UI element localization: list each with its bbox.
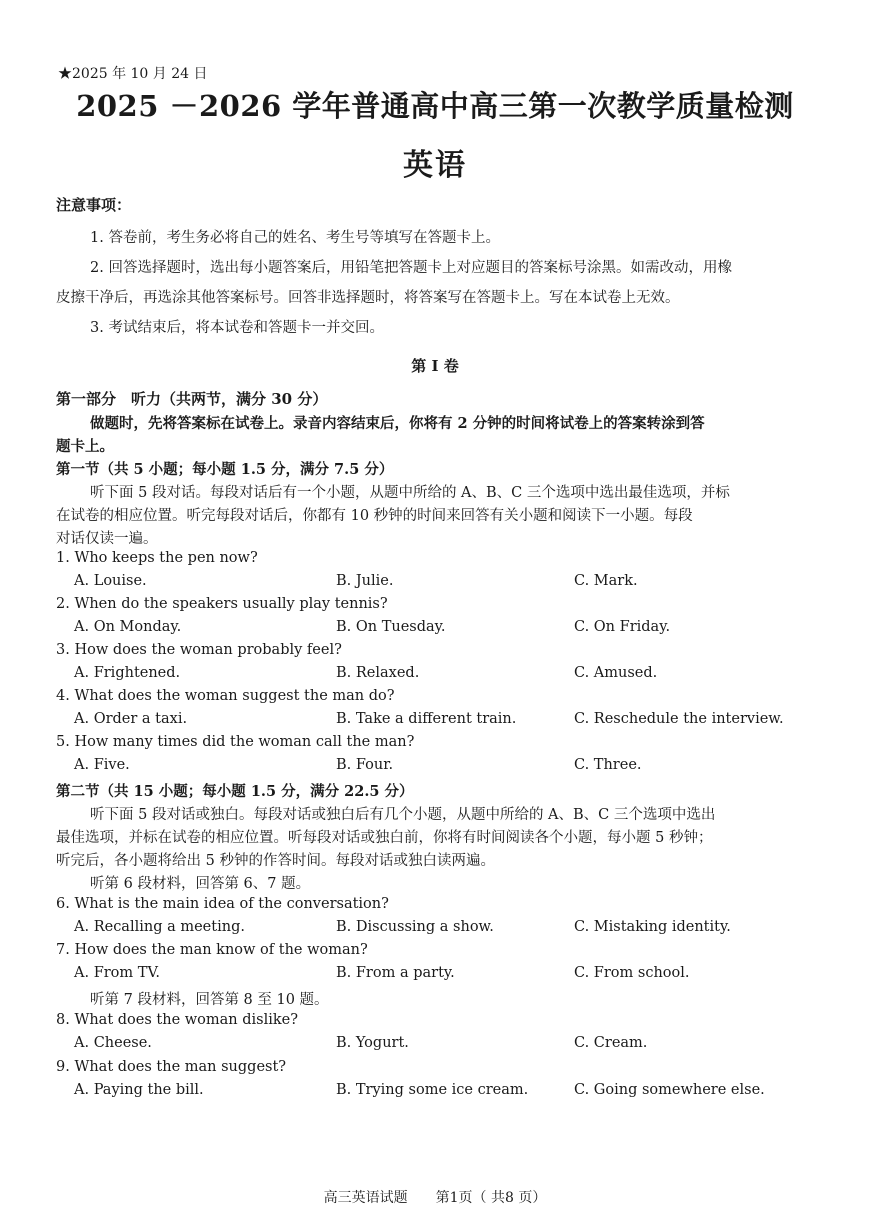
option-c: C. Three. bbox=[574, 757, 642, 773]
option-c: C. Mistaking identity. bbox=[574, 919, 731, 935]
option-b: B. Four. bbox=[336, 757, 394, 773]
note-line: 3. 考试结束后，将本试卷和答题卡一并交回。 bbox=[90, 320, 384, 336]
option-a: A. Louise. bbox=[74, 573, 147, 589]
option-c: C. Amused. bbox=[574, 665, 658, 681]
exam-title: 2025 －2026 学年普通高中高三第一次教学质量检测 bbox=[76, 89, 794, 123]
section1-instruction: 对话仅读一遍。 bbox=[56, 531, 158, 547]
option-a: A. Order a taxi. bbox=[74, 711, 188, 727]
question-stem: 1. Who keeps the pen now? bbox=[56, 550, 258, 566]
question-stem: 6. What is the main idea of the conversation? bbox=[56, 896, 389, 912]
section1-instruction: 听下面 5 段对话。每段对话后有一个小题，从题中所给的 A、B、C 三个选项中选出最佳选项，并标 bbox=[90, 485, 730, 501]
option-a: A. Five. bbox=[74, 757, 130, 773]
section1-heading: 第一节（共 5 小题；每小题 1.5 分，满分 7.5 分） bbox=[56, 461, 394, 478]
section2-instruction: 听完后，各小题将给出 5 秒钟的作答时间。每段对话或独白读两遍。 bbox=[56, 853, 495, 869]
volume-heading: 第 I 卷 bbox=[411, 357, 459, 375]
option-a: A. From TV. bbox=[74, 965, 160, 981]
exam-subject: 英语 bbox=[403, 148, 467, 183]
question-stem: 4. What does the woman suggest the man do? bbox=[56, 688, 395, 704]
option-b: B. Trying some ice cream. bbox=[336, 1082, 529, 1098]
option-b: B. Julie. bbox=[336, 573, 394, 589]
option-b: B. Take a different train. bbox=[336, 711, 517, 727]
option-a: A. Cheese. bbox=[74, 1035, 152, 1051]
material-7-prompt: 听第 7 段材料，回答第 8 至 10 题。 bbox=[90, 992, 329, 1008]
option-a: A. On Monday. bbox=[74, 619, 182, 635]
note-line: 2. 回答选择题时，选出每小题答案后，用铅笔把答题卡上对应题目的答案标号涂黑。如需改动，用橡 bbox=[90, 260, 732, 276]
question-stem: 7. How does the man know of the woman? bbox=[56, 942, 368, 958]
section2-instruction: 最佳选项，并标在试卷的相应位置。听每段对话或独白前，你将有时间阅读各个小题，每小题 5 秒钟； bbox=[56, 830, 713, 846]
section2-instruction: 听下面 5 段对话或独白。每段对话或独白后有几个小题，从题中所给的 A、B、C 三个选项中选出 bbox=[90, 807, 716, 823]
option-a: A. Frightened. bbox=[74, 665, 181, 681]
section2-heading: 第二节（共 15 小题；每小题 1.5 分，满分 22.5 分） bbox=[56, 783, 414, 800]
option-b: B. From a party. bbox=[336, 965, 455, 981]
part1-heading: 第一部分 听力（共两节，满分 30 分） bbox=[56, 390, 328, 408]
page-footer: 高三英语试题 第1页（ 共8 页） bbox=[323, 1190, 547, 1206]
question-stem: 8. What does the woman dislike? bbox=[56, 1012, 299, 1028]
note-line: 1. 答卷前，考生务必将自己的姓名、考生号等填写在答题卡上。 bbox=[90, 230, 500, 246]
option-c: C. From school. bbox=[574, 965, 690, 981]
option-c: C. Reschedule the interview. bbox=[574, 711, 784, 727]
option-c: C. Mark. bbox=[574, 573, 638, 589]
material-6-prompt: 听第 6 段材料，回答第 6、7 题。 bbox=[90, 876, 311, 892]
question-stem: 3. How does the woman probably feel? bbox=[56, 642, 342, 658]
note-line: 皮擦干净后，再选涂其他答案标号。回答非选择题时，将答案写在答题卡上。写在本试卷上无效。 bbox=[56, 290, 680, 306]
option-c: C. On Friday. bbox=[574, 619, 671, 635]
section1-instruction: 在试卷的相应位置。听完每段对话后，你都有 10 秒钟的时间来回答有关小题和阅读下一小题。每段 bbox=[56, 508, 693, 524]
question-stem: 2. When do the speakers usually play tennis? bbox=[56, 596, 388, 612]
part1-instruction: 题卡上。 bbox=[56, 438, 114, 455]
option-c: C. Cream. bbox=[574, 1035, 648, 1051]
option-b: B. Relaxed. bbox=[336, 665, 420, 681]
part1-instruction: 做题时，先将答案标在试卷上。录音内容结束后，你将有 2 分钟的时间将试卷上的答案转涂到答 bbox=[90, 415, 705, 432]
option-b: B. On Tuesday. bbox=[336, 619, 446, 635]
question-stem: 5. How many times did the woman call the man? bbox=[56, 734, 415, 750]
option-b: B. Yogurt. bbox=[336, 1035, 409, 1051]
question-stem: 9. What does the man suggest? bbox=[56, 1059, 287, 1075]
notes-heading: 注意事项： bbox=[56, 196, 132, 214]
option-c: C. Going somewhere else. bbox=[574, 1082, 765, 1098]
exam-date: ★2025 年 10 月 24 日 bbox=[58, 66, 208, 82]
option-a: A. Paying the bill. bbox=[74, 1082, 204, 1098]
option-a: A. Recalling a meeting. bbox=[74, 919, 245, 935]
option-b: B. Discussing a show. bbox=[336, 919, 494, 935]
